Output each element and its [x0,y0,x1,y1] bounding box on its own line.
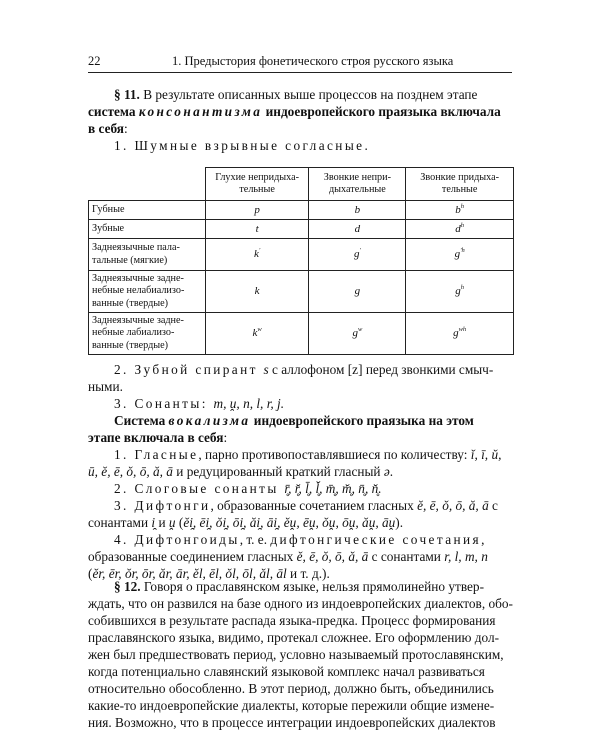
vocalism-heading-line-2 [88,429,514,446]
consonant-modifier: w [357,326,363,334]
consonant-modifier: wh [458,326,467,334]
row-label: Губные [89,201,206,220]
table-cell [309,220,406,239]
diphthongic-combinations: дифтонгические сочетания [270,532,482,547]
consonant-symbol: t [255,222,259,235]
table-cell [205,313,309,355]
table-cell [406,220,514,239]
ie-text: , т. е. [239,532,271,547]
system-word: Система [114,413,169,428]
consonant-symbol: b [354,203,361,216]
section-12-line: когда потенциально славянский языковой комплекс начал развиваться [88,664,485,679]
consonant-symbol: g [454,248,461,261]
consonant-symbol: d [354,222,361,235]
vocalism-block [88,361,514,582]
consonant-symbol: d [455,222,461,235]
consonant-modifier: h [460,284,465,292]
section-12-line: собившихся в результате распада языка-предка. Процесс формирования [88,613,496,628]
vowel-list-start: ĭ, ī, ŭ, [470,447,502,462]
table-cell [406,313,514,355]
page-header [88,52,512,73]
colon: : [123,121,128,136]
close-paren: ). [395,515,404,530]
consonant-symbol: k [254,285,260,298]
row-label: Заднеязычные задне-небные лабиализо-ванные (твердые) [89,313,206,355]
consonant-symbol: g [453,327,459,340]
diphthongoids-label: 4. Дифтонгоиды [114,532,240,547]
section-12 [88,578,514,731]
vowels-item-3 [88,497,514,514]
vowels-item-4-line-2 [88,548,514,565]
diphthongoid-list: ĕr, ēr, ŏr, ōr, ăr, ār, ĕl, ēl, ŏl, ōl, ăl, āl [92,566,287,581]
table-corner-cell [89,168,206,201]
section-12-line: ния. Возможно, что в процессе интеграции индоевропейских диалектов [88,715,496,730]
open-paren: ( [88,566,93,581]
item-2-label: 2. Зубной спирант [114,362,264,377]
vowels-item-1-line-2 [88,463,514,480]
consonant-symbol: g [352,327,358,340]
item-3-label: 3. Сонанты: [114,396,214,411]
table-cell [309,239,406,271]
table-cell [309,313,406,355]
section-12-number: § 12. [114,579,141,594]
table-cell [406,239,514,271]
period: . [389,464,394,479]
consonant-symbol: g [353,248,360,261]
diphthongoids-text: образованные соединением гласных [88,549,297,564]
consonant-modifier: h [460,202,465,210]
table-cell [309,201,406,220]
and-word: и [155,515,169,530]
diphthongoid-sonants: r, l, m, n [444,549,488,564]
colon: : [223,430,228,445]
column-header: Звонкие придыха-тельные [406,168,514,201]
consonant-modifier: h [460,221,465,229]
schwa-symbol: ə [383,464,390,479]
vocalism-heading-text: индоевропейского праязыка на этом [250,413,474,428]
sonant-u: ṷ [168,515,176,530]
table-cell [205,220,309,239]
diphthongs-label: 3. Дифтонги [114,498,211,513]
vowels-item-1 [88,446,514,463]
consonant-symbol: g [455,285,461,298]
page-number: 22 [88,54,101,68]
table-cell [406,271,514,313]
item-2-continuation: ными. [88,379,123,394]
table-header-row [89,168,514,201]
vocalism-heading-line-1 [88,412,514,429]
syllabic-sonant-list: r̥̄, r̥̆, l̥̄, l̥̆, m̥̄, m̥̆, n̥̄, n̥̆. [284,481,382,496]
table-cell [205,271,309,313]
consonant-symbol: g [354,285,361,298]
table-row [89,271,514,313]
item-1-noisy-stops: 1. Шумные взрывные согласные. [114,138,371,153]
table-cell [205,239,309,271]
vowels-label: 1. Гласные [114,447,199,462]
section-12-line: какие-то индоевропейские диалекты, которые пережили общие измене- [88,698,495,713]
syllabic-sonants-label: 2. Слоговые сонанты [114,481,285,496]
section-11-intro-text: В результате описанных выше процессов на позднем этапе [139,87,478,102]
diphthongoid-vowels: ĕ, ē, ŏ, ō, ă, ā [296,549,369,564]
section-11-intro [88,86,514,154]
item-2-spirant [88,361,514,378]
section-11-number: § 11. [114,87,140,102]
table-row [89,220,514,239]
section-11-line-3 [88,120,514,137]
open-paren: ( [175,515,184,530]
consonant-symbol: k [252,327,258,340]
vocalism-term: вокализма [168,413,251,428]
consonant-symbol: b [455,203,461,216]
item-3-sonants [88,395,514,412]
table-row [89,239,514,271]
system-word: система [88,104,139,119]
diphthong-vowels: ĕ, ē, ŏ, ō, ă, ā [417,498,489,513]
with-word: с [488,498,498,513]
section-12-line [88,578,514,595]
consonant-symbol: p [254,203,260,216]
in-itself-text: в себя [88,121,124,136]
spirant-symbol: s [263,362,269,377]
vowels-item-4 [88,531,514,548]
section-11-line-2-end: индоевропейского праязыка включала [262,104,501,119]
row-label: Заднеязычные задне-небные нелабиализо-ванные (твердые) [89,271,206,313]
row-label: Зубные [89,220,206,239]
vowels-item-2 [88,480,514,497]
vowels-text: , парно противопоставлявшиеся по количеству: [198,447,471,462]
vocalism-heading-end: этапе включала в себя [88,430,224,445]
column-header: Глухие непридыха-тельные [205,168,309,201]
table-cell [309,271,406,313]
section-12-line: относительно обособленно. В этот период, должно быть, объединились [88,681,494,696]
consonantism-term: консонантизма [138,104,263,119]
sonant-i: i̯ [151,515,156,530]
table-row [89,313,514,355]
vowel-list-end: ū, ĕ, ē, ŏ, ō, ă, ā [88,464,173,479]
reduced-vowel-text: и редуцированный краткий гласный [172,464,384,479]
vowels-item-3-line-2 [88,514,514,531]
comma: , [481,532,485,547]
table-row [89,201,514,220]
consonant-modifier: ' [258,247,261,255]
section-12-line: жен был предшествовать период, условно называемый протославянским, [88,647,504,662]
section-11-line-1 [88,86,514,103]
row-label: Заднеязычные пала-тальные (мягкие) [89,239,206,271]
item-2-text: с аллофоном [z] перед звонкими смыч- [268,362,494,377]
table-cell [205,201,309,220]
diphthongs-text: , образованные сочетанием гласных [210,498,418,513]
consonant-modifier: w [257,326,262,334]
sonants-word: сонантами [88,515,152,530]
consonant-modifier: 'h [460,247,465,255]
consonant-symbol: k [253,248,259,261]
with-sonants: с сонантами [368,549,445,564]
sonant-list: m, ṷ, n, l, r, j. [213,396,285,411]
column-header: Звонкие непри-дыхательные [309,168,406,201]
etc-text: и т. д.). [286,566,330,581]
consonant-modifier: ' [359,247,361,255]
section-12-line: праславянского языка, видимо, протекал сложнее. Его оформлению дол- [88,630,500,645]
section-12-line: ждать, что он развился на базе одного из индоевропейских диалектов, обо- [88,596,513,611]
section-12-text: Говоря о праславянском языке, нельзя прямолинейно утвер- [140,579,485,594]
consonant-table [88,167,514,355]
diphthong-list: ĕi̯, ēi̯, ŏi̯, ōi̯, ăi̯, āi̯, ĕṷ, ēṷ, ŏṷ, ōṷ, ăṷ, āṷ [183,515,396,530]
table-cell [406,201,514,220]
section-11-line-2 [88,103,514,120]
running-title: 1. Предыстория фонетического строя русского языка [172,54,454,68]
